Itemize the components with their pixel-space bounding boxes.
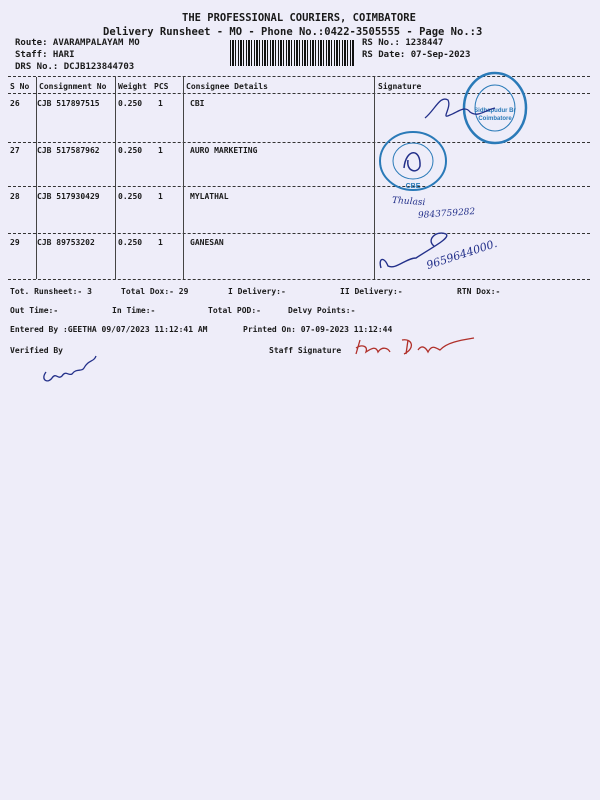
handwritten-name: Thulasi bbox=[391, 195, 426, 209]
divider bbox=[8, 233, 590, 234]
route: Route: AVARAMPALAYAM MO bbox=[15, 38, 140, 48]
i-delivery: I Delivery:- bbox=[228, 287, 286, 296]
consignee: AURO MARKETING bbox=[190, 146, 258, 155]
column-line bbox=[183, 77, 184, 279]
handwritten-phone: 9843759282 bbox=[417, 207, 476, 221]
company-title: THE PROFESSIONAL COURIERS, COIMBATORE bbox=[182, 12, 416, 24]
consignment-no: CJB 89753202 bbox=[37, 238, 95, 247]
sno: 27 bbox=[10, 146, 20, 155]
consignee: CBI bbox=[190, 99, 205, 108]
sno: 28 bbox=[10, 192, 20, 201]
svg-text:Sidhapudur Br: Sidhapudur Br bbox=[474, 108, 516, 114]
rtn-dox: RTN Dox:- bbox=[457, 287, 501, 296]
svg-text:CBE: CBE bbox=[405, 183, 421, 190]
in-time: In Time:- bbox=[112, 306, 156, 315]
delvy-points: Delvy Points:- bbox=[288, 306, 356, 315]
consignment-no: CJB 517897515 bbox=[37, 99, 100, 108]
col-header-pcs: PCS bbox=[154, 82, 169, 91]
consignee: MYLATHAL bbox=[190, 192, 229, 201]
total-dox: Total Dox:- 29 bbox=[121, 287, 189, 296]
total-pod: Total POD:- bbox=[208, 306, 261, 315]
ii-delivery: II Delivery:- bbox=[340, 287, 403, 296]
weight: 0.250 bbox=[118, 238, 143, 247]
entered-by: Entered By :GEETHA 09/07/2023 11:12:41 AM bbox=[10, 325, 208, 334]
verifier-signature bbox=[38, 352, 103, 387]
signature-row-26 bbox=[420, 90, 500, 130]
col-header-weight: Weight bbox=[118, 82, 147, 91]
column-line bbox=[374, 77, 375, 279]
rs-no: RS No.: 1238447 bbox=[362, 38, 444, 48]
svg-text:Coimbatore: Coimbatore bbox=[478, 116, 512, 122]
sno: 29 bbox=[10, 238, 20, 247]
col-header-consignee: Consignee Details bbox=[186, 82, 268, 91]
weight: 0.250 bbox=[118, 99, 143, 108]
pcs: 1 bbox=[158, 238, 163, 247]
printed-on: Printed On: 07-09-2023 11:12:44 bbox=[243, 325, 393, 334]
consignment-no: CJB 517930429 bbox=[37, 192, 100, 201]
pcs: 1 bbox=[158, 146, 163, 155]
col-header-signature: Signature bbox=[378, 82, 422, 91]
staff: Staff: HARI bbox=[15, 50, 75, 60]
staff-signature bbox=[352, 334, 477, 358]
barcode bbox=[230, 40, 354, 66]
auro-marketing-stamp bbox=[376, 128, 451, 193]
pcs: 1 bbox=[158, 99, 163, 108]
sno: 26 bbox=[10, 99, 20, 108]
runsheet-subtitle: Delivery Runsheet - MO - Phone No.:0422-3505555 - Page No.:3 bbox=[103, 26, 483, 38]
tot-runsheet: Tot. Runsheet:- 3 bbox=[10, 287, 92, 296]
staff-signature-label: Staff Signature bbox=[269, 346, 342, 355]
consignment-no: CJB 517587962 bbox=[37, 146, 100, 155]
verified-by: Verified By bbox=[10, 346, 63, 355]
rs-date: RS Date: 07-Sep-2023 bbox=[362, 50, 471, 60]
divider bbox=[8, 186, 590, 187]
pcs: 1 bbox=[158, 192, 163, 201]
col-header-sno: S No bbox=[10, 82, 30, 91]
weight: 0.250 bbox=[118, 146, 143, 155]
consignee: GANESAN bbox=[190, 238, 224, 247]
weight: 0.250 bbox=[118, 192, 143, 201]
divider bbox=[8, 279, 590, 280]
out-time: Out Time:- bbox=[10, 306, 59, 315]
handwritten-phone: 9659644000. bbox=[424, 236, 499, 273]
drs-no: DRS No.: DCJB123844703 bbox=[15, 62, 135, 72]
col-header-consignment: Consignment No bbox=[39, 82, 107, 91]
column-line bbox=[115, 77, 116, 279]
